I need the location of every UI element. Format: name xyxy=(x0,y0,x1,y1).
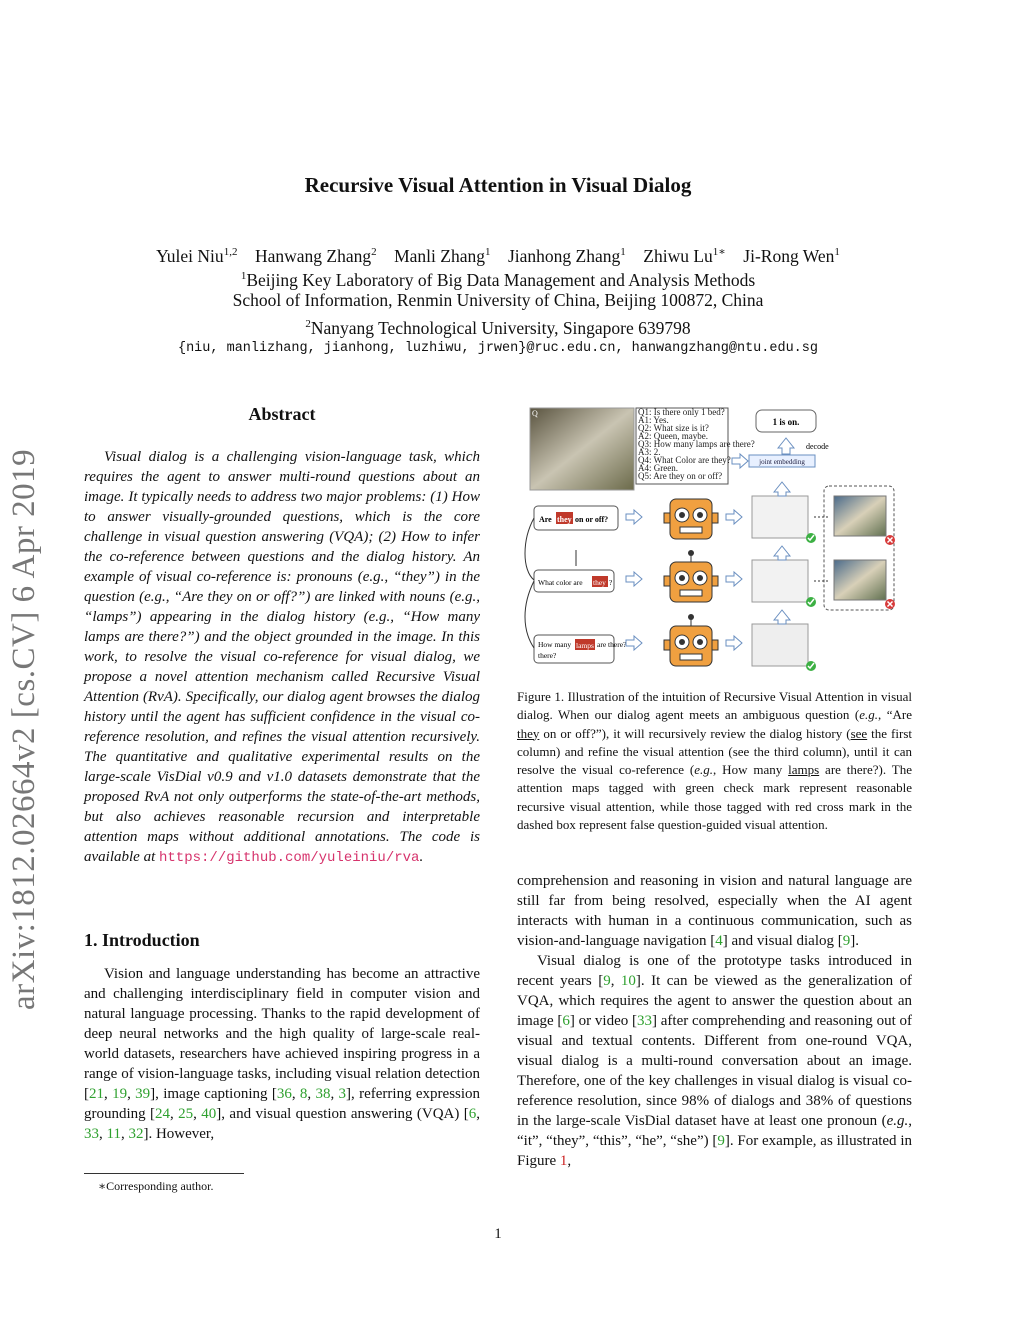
citation[interactable]: 24 xyxy=(155,1106,171,1122)
decode-label: decode xyxy=(806,442,829,451)
abstract-body: Visual dialog is a challenging vision-language task, which requires the agent to answer multi-round questions about an image. It typically needs to address two major problems: (1) How to answer visually-grounded questions, which is the core challenge in visual question answering (VQA); (2) How to infer the co-reference between questions and the dialog history. An example of visual co-reference is: pronouns (e.g., “they”) in the question (e.g., “Are they on or off?”) are linked with nouns (e.g., “lamps”) appearing in the dialog history (e.g., “How many lamps are there?”) and the object grounded in the image. In this work, to resolve the visual co-reference for visual dialog, we propose a novel attention mechanism called Recursive Visual Attention (RvA). Specifically, our dialog agent browses the dialog history until the agent has sufficient confidence in the visual co-reference resolution, and refines the visual attention recursively. The quantitative and qualitative experimental results on the large-scale VisDial v0.9 and v1.0 datasets demonstrate that the proposed RvA not only outperforms the state-of-the-art methods, but also achieves reasonable recursion and interpretable attention maps without additional annotations. The code is available at https://github.com/yuleiniu/rva. xyxy=(84,449,480,866)
check-icon xyxy=(806,597,816,607)
figure-reference[interactable]: 1 xyxy=(559,1153,568,1169)
abstract-heading: Abstract xyxy=(248,404,316,424)
dialog-line: Q4: What Color are they? xyxy=(638,455,731,465)
dialog-line: Q5: Are they on or off? xyxy=(638,471,723,481)
attention-map xyxy=(752,624,808,666)
author: Yulei Niu xyxy=(156,245,224,266)
right-arrow-icon xyxy=(626,572,642,586)
author: Manli Zhang xyxy=(394,245,485,266)
dialog-image xyxy=(530,408,634,490)
connector xyxy=(525,518,534,580)
paragraph: Visual dialog is one of the prototype tasks introduced in recent years [9, 10]. It can be viewed as the generalization of VQA, which requires the agent to answer the question about an image [6] or video [33] after comprehending and reasoning out of visual and textual contents. Different from one-round VQA, visual dialog is a multi-round conversation about an image. Therefore, one of the key challenges in visual dialog is visual co-reference resolution, since 98% of dialogs and 38% of questions in the large-scale VisDial dataset have at least one pronoun (e.g., “it”, “they”, “this”, “he”, “she”) [9]. For example, as illustrated in Figure 1, xyxy=(517,953,913,1169)
affiliation-2: $^2$Nanyang Technological University, Singapore 639798 xyxy=(305,317,691,338)
up-arrow-icon xyxy=(774,610,790,624)
citation[interactable]: 8 xyxy=(299,1086,308,1102)
robot-icon xyxy=(664,499,718,539)
author: Jianhong Zhang xyxy=(507,245,621,266)
bubble-text: Are xyxy=(539,515,552,524)
image-label: Q xyxy=(532,409,538,418)
citation[interactable]: 39 xyxy=(135,1086,151,1102)
author-list: Yulei Niu$^{1,2}$ Hanwang Zhang$^2$ Manli Zhang$^1$ Jianhong Zhang$^1$ Zhiwu $Lu^{1∗}$ Ji-Rong Wen$^1$ xyxy=(156,245,840,266)
citation[interactable]: 40 xyxy=(201,1106,217,1122)
up-arrow-icon xyxy=(774,482,790,496)
figure-caption: Figure 1. Illustration of the intuition of Recursive Visual Attention in visual dialog. When our dialog agent meets an ambiguous question (e.g., “Are they on or off?”), it will recursively review the dialog history (see the first column) and refine the visual attention (see the third column), until it can resolve the visual co-reference (e.g., How many lamps are there?). The attention maps tagged with green check mark represent reasonable recursive visual attention, while those tagged with red cross mark in the dashed box represent false question-guided visual attention. xyxy=(517,689,913,833)
right-arrow-icon xyxy=(626,636,642,650)
paragraph: comprehension and reasoning in vision and natural language are still far from being resolved, especially when the AI agent interacts with human in a continuous communication, such as vision-and-language navigation [4] and visual dialog [9]. xyxy=(517,873,912,949)
footnote-rule xyxy=(84,1173,244,1174)
right-arrow-icon xyxy=(726,510,742,524)
svg-text:How many: How many xyxy=(538,640,572,649)
page-number: 1 xyxy=(494,1226,502,1242)
svg-text:they: they xyxy=(593,578,606,587)
arxiv-stamp: arXiv:1812.02664v2 [cs.CV] 6 Apr 2019 xyxy=(6,448,42,1010)
citation[interactable]: 10 xyxy=(620,973,636,989)
connector xyxy=(525,581,534,648)
author: Zhiwu Lu xyxy=(643,245,713,266)
citation[interactable]: 6 xyxy=(562,1013,570,1029)
robot-icon xyxy=(664,614,718,666)
up-arrow-icon xyxy=(778,438,794,454)
code-link[interactable]: https://github.com/yuleiniu/rva xyxy=(159,850,420,866)
check-icon xyxy=(806,661,816,671)
citation[interactable]: 11 xyxy=(106,1126,121,1142)
cross-icon xyxy=(885,535,895,545)
svg-text:there?: there? xyxy=(538,651,557,660)
citation[interactable]: 9 xyxy=(842,933,851,949)
citation[interactable]: 9 xyxy=(717,1133,725,1149)
attention-map xyxy=(834,496,886,536)
section-heading: 1. Introduction xyxy=(84,930,200,950)
footnote: ∗Corresponding author. xyxy=(98,1179,214,1193)
right-arrow-icon xyxy=(732,454,748,468)
citation[interactable]: 36 xyxy=(276,1086,292,1102)
citation[interactable]: 6 xyxy=(468,1106,477,1122)
citation[interactable]: 38 xyxy=(315,1086,331,1102)
attention-map xyxy=(752,560,808,602)
right-arrow-icon xyxy=(726,636,742,650)
right-arrow-icon xyxy=(726,572,742,586)
citation[interactable]: 19 xyxy=(112,1086,128,1102)
intro-paragraph: Vision and language understanding has become an attractive and challenging interdisciplinary field in computer vision and natural language processing. Thanks to the rapid development of deep neural networks and the high quality of large-scale real-world datasets, researchers have achieved inspiring progress in a range of vision-language tasks, including visual relation detection [21, 19, 39], image captioning [36, 8, 38, 3], referring expression grounding [24, 25, 40], and visual question answering (VQA) [6, 33, 11, 32]. However, xyxy=(84,966,481,1142)
author-emails: {niu, manlizhang, jianhong, luzhiwu, jrwen}@ruc.edu.cn, hanwangzhang@ntu.edu.sg xyxy=(177,341,818,356)
attention-map xyxy=(834,560,886,600)
dialog-line: A4: Green. xyxy=(638,463,678,473)
figure-1 xyxy=(520,400,916,680)
svg-text:?: ? xyxy=(609,578,613,587)
right-column-text xyxy=(517,871,912,1171)
citation[interactable]: 33 xyxy=(637,1013,653,1029)
robot-icon xyxy=(664,550,718,602)
dialog-line: Q3: How many lamps are there? xyxy=(638,439,755,449)
up-arrow-icon xyxy=(774,546,790,560)
joint-embedding-label: joint embedding xyxy=(759,458,805,466)
dialog-line: Q2: What size is it? xyxy=(638,423,709,433)
cross-icon xyxy=(885,599,895,609)
svg-text:are there?: are there? xyxy=(597,640,627,649)
citation[interactable]: 25 xyxy=(178,1106,194,1122)
dialog-line: A2: Queen, maybe. xyxy=(638,431,708,441)
citation[interactable]: 9 xyxy=(603,973,611,989)
svg-text:What color are: What color are xyxy=(538,578,583,587)
paper-title: Recursive Visual Attention in Visual Dialog xyxy=(304,173,692,197)
affiliation-1: $^1$Beijing Key Laboratory of Big Data Management and Analysis Methods xyxy=(240,269,756,290)
attention-map xyxy=(752,496,808,538)
right-arrow-icon xyxy=(626,510,642,524)
svg-text:they: they xyxy=(557,515,572,524)
citation[interactable]: 32 xyxy=(128,1126,144,1142)
dialog-line: A3: 2. xyxy=(638,447,661,457)
author: Ji-Rong Wen xyxy=(743,245,835,266)
citation[interactable]: 4 xyxy=(715,933,723,949)
citation[interactable]: 21 xyxy=(89,1086,104,1102)
author: Hanwang Zhang xyxy=(254,245,372,266)
citation[interactable]: 3 xyxy=(338,1086,347,1102)
svg-text:lamps: lamps xyxy=(576,641,594,650)
dialog-line: A1: Yes. xyxy=(638,415,669,425)
citation[interactable]: 33 xyxy=(84,1126,99,1142)
affiliation-1b: School of Information, Renmin University of China, Beijing 100872, China xyxy=(232,290,764,310)
answer-text: 1 is on. xyxy=(772,417,800,427)
check-icon xyxy=(806,533,816,543)
svg-text:on or off?: on or off? xyxy=(575,515,609,524)
dialog-line: Q1: Is there only 1 bed? xyxy=(638,407,725,417)
